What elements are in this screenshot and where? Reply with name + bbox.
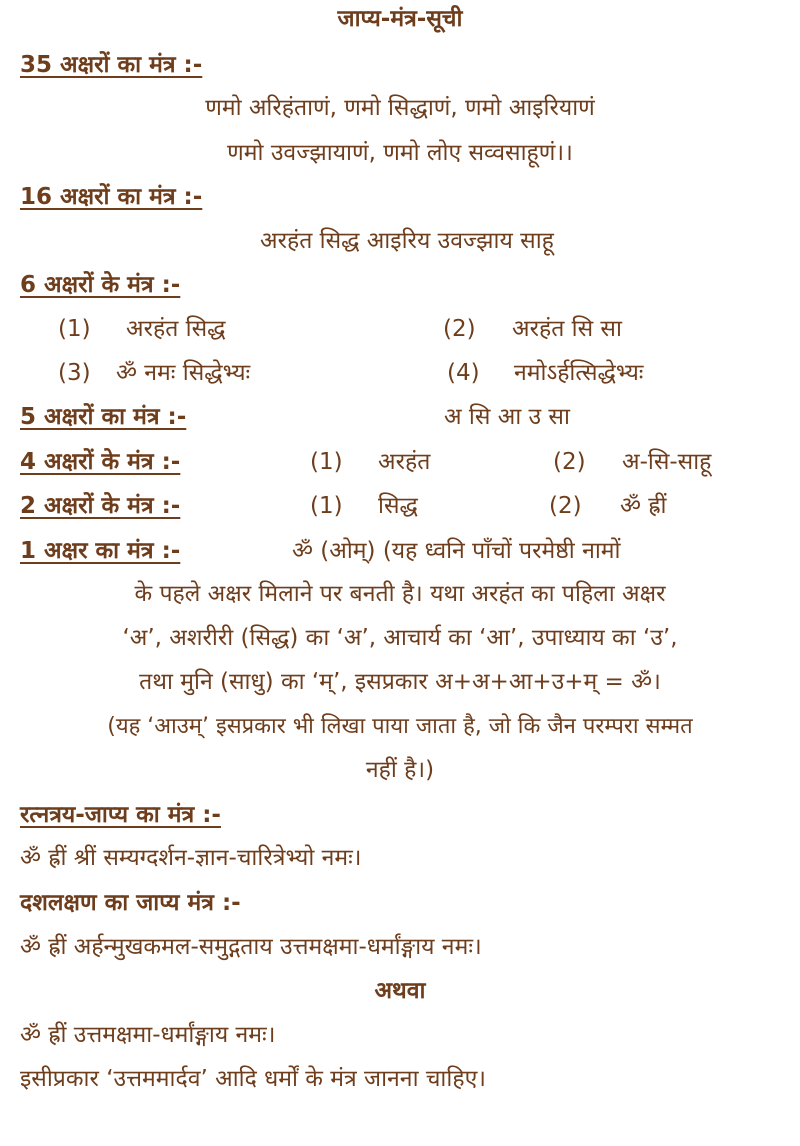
heading-16-akshar: 16 अक्षरों का मंत्र :- [20,184,203,210]
mantra-16-line1: अरहंत सिद्ध आइरिय उवज्झाय साहू [260,228,554,254]
mantra-4-number-2: (2) [553,449,586,475]
mantra-dashlakshan-short: ॐ ह्रीं उत्तमक्षमा-धर्मांङ्गाय नमः। [20,1022,276,1048]
heading-5-akshar: 5 अक्षरों का मंत्र :- [20,404,187,430]
mantra-2-number-2: (2) [549,493,582,519]
heading-4-akshar: 4 अक्षरों के मंत्र :- [20,449,181,475]
athava-label: अथवा [374,978,426,1004]
mantra-2-item-2: ॐ ह्रीं [620,493,667,519]
mantra-4-number-1: (1) [310,449,343,475]
mantra-6-item-2: अरहंत सि सा [512,316,622,342]
mantra-dashlakshan-long: ॐ ह्रीं अर्हन्मुखकमल-समुद्गताय उत्तमक्षमा-धर्मांङ्गाय नमः। [20,934,482,960]
mantra-35-line1: णमो अरिहंताणं, णमो सिद्धाणं, णमो आइरियाणं [205,95,595,121]
heading-35-akshar: 35 अक्षरों का मंत्र :- [20,52,203,78]
mantra-35-line2: णमो उवज्झायाणं, णमो लोए सव्वसाहूणं।। [227,140,573,166]
mantra-5-item-1: अ सि आ उ सा [444,404,570,430]
heading-ratnatraya: रत्नत्रय-जाप्य का मंत्र :- [20,802,221,828]
mantra-4-item-2: अ-सि-साहू [622,449,712,475]
mantra-1-line1: ॐ (ओम्) (यह ध्वनि पाँचों परमेष्ठी नामों [292,538,621,564]
mantra-4-item-1: अरहंत [378,449,431,475]
mantra-6-number-1: (1) [58,316,91,342]
heading-dashlakshan: दशलक्षण का जाप्य मंत्र :- [20,890,241,916]
mantra-1-line3: ‘अ’, अशरीरी (सिद्ध) का ‘अ’, आचार्य का ‘आ’, उपाध्याय का ‘उ’, [122,625,678,651]
heading-2-akshar: 2 अक्षरों के मंत्र :- [20,493,181,519]
mantra-6-number-2: (2) [443,316,476,342]
heading-1-akshar: 1 अक्षर का मंत्र :- [20,538,181,564]
mantra-6-item-4: नमोऽर्हत्सिद्धेभ्यः [514,360,644,386]
page-title: जाप्य-मंत्र-सूची [337,6,463,32]
mantra-ratnatraya: ॐ ह्रीं श्रीं सम्यग्दर्शन-ज्ञान-चारित्रेभ्यो नमः। [20,845,362,871]
mantra-2-item-1: सिद्ध [378,493,418,519]
mantra-6-number-3: (3) [58,360,91,386]
mantra-6-number-4: (4) [447,360,480,386]
mantra-1-line5: (यह ‘आउम्’ इसप्रकार भी लिखा पाया जाता है, जो कि जैन परम्परा सम्मत [107,714,693,739]
mantra-1-line6: नहीं है।) [365,757,435,783]
mantra-1-line2: के पहले अक्षर मिलाने पर बनती है। यथा अरहंत का पहिला अक्षर [134,581,666,607]
mantra-1-line4: तथा मुनि (साधु) का ‘म्’, इसप्रकार अ+अ+आ+उ+म् = ॐ। [139,669,661,695]
dashlakshan-note: इसीप्रकार ‘उत्तममार्दव’ आदि धर्मों के मंत्र जानना चाहिए। [20,1066,486,1092]
heading-6-akshar: 6 अक्षरों के मंत्र :- [20,272,181,298]
mantra-2-number-1: (1) [310,493,343,519]
mantra-6-item-1: अरहंत सिद्ध [126,316,226,342]
mantra-6-item-3: ॐ नमः सिद्धेभ्यः [116,360,251,386]
